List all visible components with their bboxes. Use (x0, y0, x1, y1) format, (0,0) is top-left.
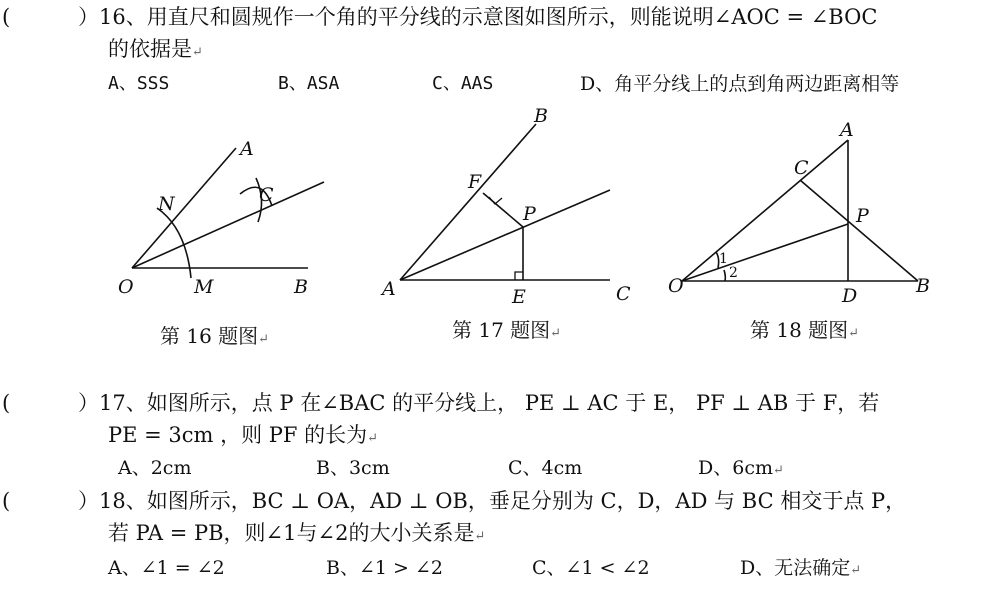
fig18-label-o: O (668, 275, 684, 297)
q18-stem-line1: ）18、如图所示，BC ⊥ OA，AD ⊥ OB，垂足分别为 C，D，AD 与 BC 相交于点 P， (78, 489, 907, 513)
fig18-label-2: 2 (729, 265, 738, 281)
return-mark: ↵ (850, 563, 862, 578)
fig17-caption (452, 314, 561, 343)
q16-stem-line2-text: 的依据是 (108, 37, 192, 61)
q18-stem-line2-text: 若 PA = PB，则∠1与∠2的大小关系是 (108, 521, 475, 545)
fig18-seg-bc (800, 180, 918, 281)
fig17-caption-text: 第 17 题图 (452, 318, 551, 342)
fig17-label-b: B (534, 105, 548, 127)
q18-option-d-text: D、无法确定 (740, 557, 851, 579)
fig16-label-o: O (118, 276, 134, 298)
q17-option-d-text: D、6cm (698, 457, 773, 479)
fig18-caption-text: 第 18 题图 (750, 318, 849, 342)
fig17-label-f: F (468, 171, 482, 193)
return-mark: ↵ (367, 431, 379, 446)
q18-option-b: B、∠1 > ∠2 (326, 557, 443, 579)
return-mark: ↵ (848, 326, 860, 341)
fig18-label-c: C (794, 157, 809, 179)
q18-option-d (740, 556, 861, 583)
q16-stem-line1: ）16、用直尺和圆规作一个角的平分线的示意图如图所示，则能说明∠AOC = ∠BOC (78, 5, 878, 29)
fig16-label-a: A (240, 138, 254, 160)
q17-paren: ( (2, 391, 11, 415)
fig18-label-p: P (856, 205, 869, 227)
q16-option-c: C、AAS (432, 73, 494, 94)
q16-option-b: B、ASA (278, 73, 340, 94)
fig16-label-m: M (194, 276, 214, 298)
return-mark: ↵ (772, 463, 784, 478)
fig17-label-p: P (523, 203, 536, 225)
q18-stem-line2 (108, 520, 485, 550)
q17-option-a: A、2cm (118, 457, 192, 479)
fig17-bisector (400, 190, 610, 280)
fig16-label-b: B (294, 276, 308, 298)
q17-option-b: B、3cm (316, 457, 390, 479)
q17-stem-line2 (108, 422, 378, 452)
q18-option-a: A、∠1 = ∠2 (108, 557, 225, 579)
fig16-caption-text: 第 16 题图 (160, 324, 259, 348)
fig16-ray-oa (132, 148, 236, 268)
fig17-seg-pf (483, 193, 523, 227)
return-mark: ↵ (258, 332, 270, 347)
q17-option-d (698, 456, 784, 483)
fig17-right-angle-e (515, 272, 523, 280)
fig18-label-b: B (916, 275, 930, 297)
q18-option-c: C、∠1 < ∠2 (532, 557, 650, 579)
figures-svg (0, 100, 1000, 400)
fig16-caption (160, 320, 269, 349)
fig16-label-c: C (259, 184, 274, 206)
q17-stem-line1: ）17、如图所示，点 P 在∠BAC 的平分线上， PE ⊥ AC 于 E， PF ⊥ AB 于 F，若 (78, 391, 880, 415)
return-mark: ↵ (192, 45, 203, 60)
q16-paren: ( (2, 5, 11, 29)
q17-option-c: C、4cm (508, 457, 583, 479)
fig18-label-a: A (840, 119, 854, 141)
fig18-caption (750, 314, 859, 343)
fig18-label-1: 1 (719, 251, 728, 267)
fig16-label-n: N (158, 193, 175, 215)
fig17-label-a: A (382, 278, 396, 300)
return-mark: ↵ (474, 529, 486, 544)
q18-paren: ( (2, 489, 11, 513)
q17-stem-line2-text: PE = 3cm ，则 PF 的长为 (108, 423, 368, 447)
fig17-ray-ab (400, 124, 536, 280)
fig18-seg-op (682, 224, 848, 281)
q16-option-d: D、角平分线上的点到角两边距离相等 (580, 73, 900, 95)
fig18-label-d: D (842, 285, 858, 307)
fig17-label-e: E (512, 286, 526, 308)
q16-option-a: A、SSS (108, 73, 170, 94)
fig18-angle-arc-2 (724, 270, 725, 281)
fig18-seg-oa (682, 140, 848, 281)
fig17-label-c: C (616, 283, 631, 305)
q16-stem-line2 (108, 36, 203, 66)
return-mark: ↵ (550, 326, 562, 341)
